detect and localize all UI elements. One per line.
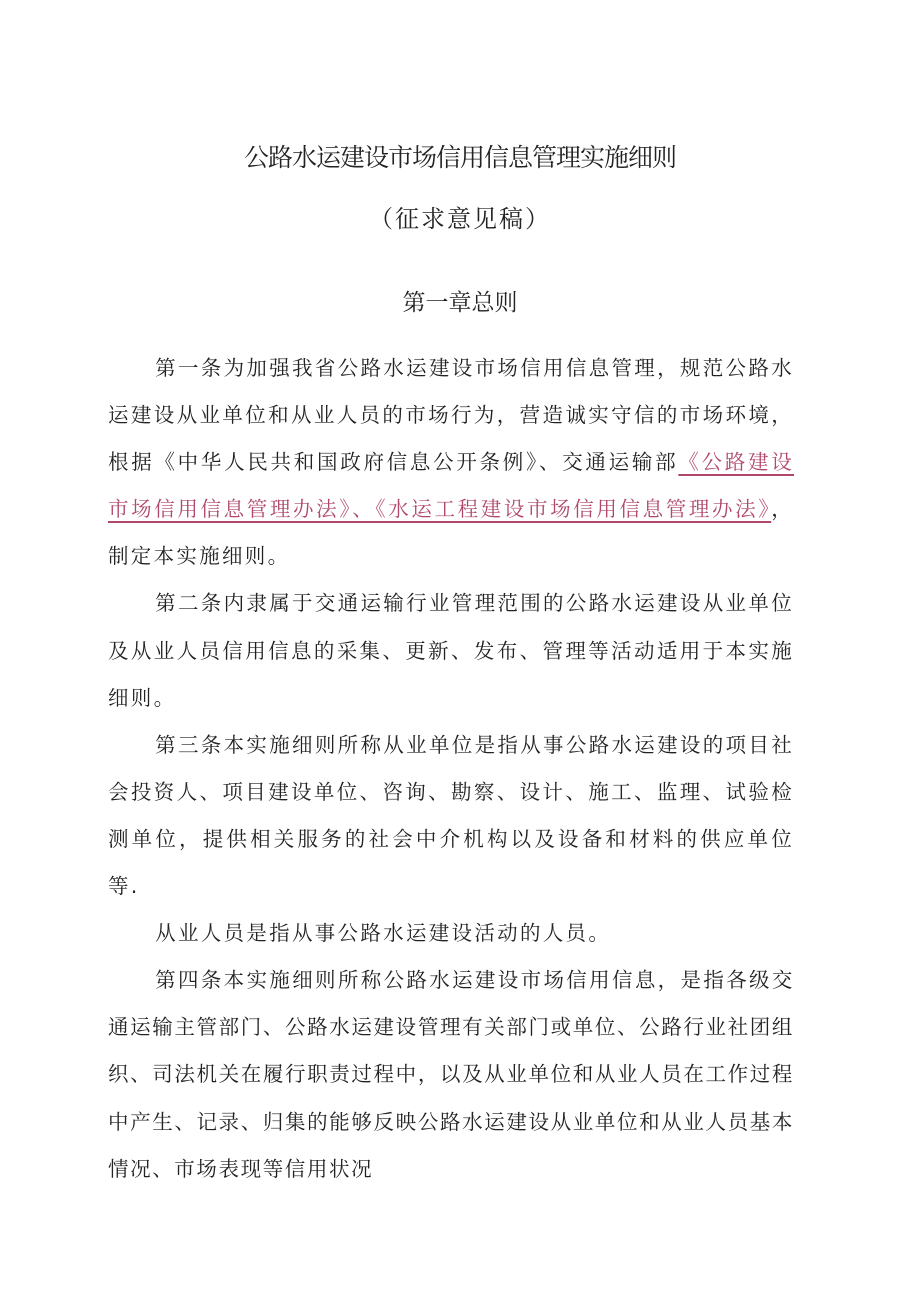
- article-1-text: 第一条为加强我省公路水运建设市场信用信息管理，规范公路水运建设从业单位和从业人员的市场行为，营造诚实守信的市场环境，根据《中华人民共和国政府信息公开条例》、交通运输部: [108, 356, 794, 475]
- article-3-personnel: 从业人员是指从事公路水运建设活动的人员。: [155, 921, 612, 946]
- document-body: [108, 345, 794, 1193]
- regulation-citation-link[interactable]: 《公路建设市场信用信息管理办法》、《水运工程建设市场信用信息管理办法》: [108, 450, 795, 522]
- document-title: 公路水运建设市场信用信息管理实施细则: [243, 143, 676, 172]
- article-2: 第二条内隶属于交通运输行业管理范围的公路水运建设从业单位及从业人员信用信息的采集、更新、发布、管理等活动适用于本实施细则。: [108, 591, 794, 710]
- article-1: [108, 345, 794, 580]
- document-subtitle: （征求意见稿）: [369, 205, 551, 233]
- article-4: 第四条本实施细则所称公路水运建设市场信用信息，是指各级交通运输主管部门、公路水运建设管理有关部门或单位、公路行业社团组织、司法机关在履行职责过程中，以及从业单位和从业人员在工作过程中产生、记录、归集的能够反映公路水运建设从业单位和从业人员基本情况、市场表现等信用状况: [108, 968, 794, 1181]
- article-1-ending: ，制定本实施细则。: [108, 497, 794, 569]
- chapter-heading: 第一章总则: [402, 290, 518, 316]
- article-3: 第三条本实施细则所称从业单位是指从事公路水运建设的项目社会投资人、项目建设单位、咨询、勘察、设计、施工、监理、试验检测单位，提供相关服务的社会中介机构以及设备和材料的供应单位等.: [108, 732, 794, 899]
